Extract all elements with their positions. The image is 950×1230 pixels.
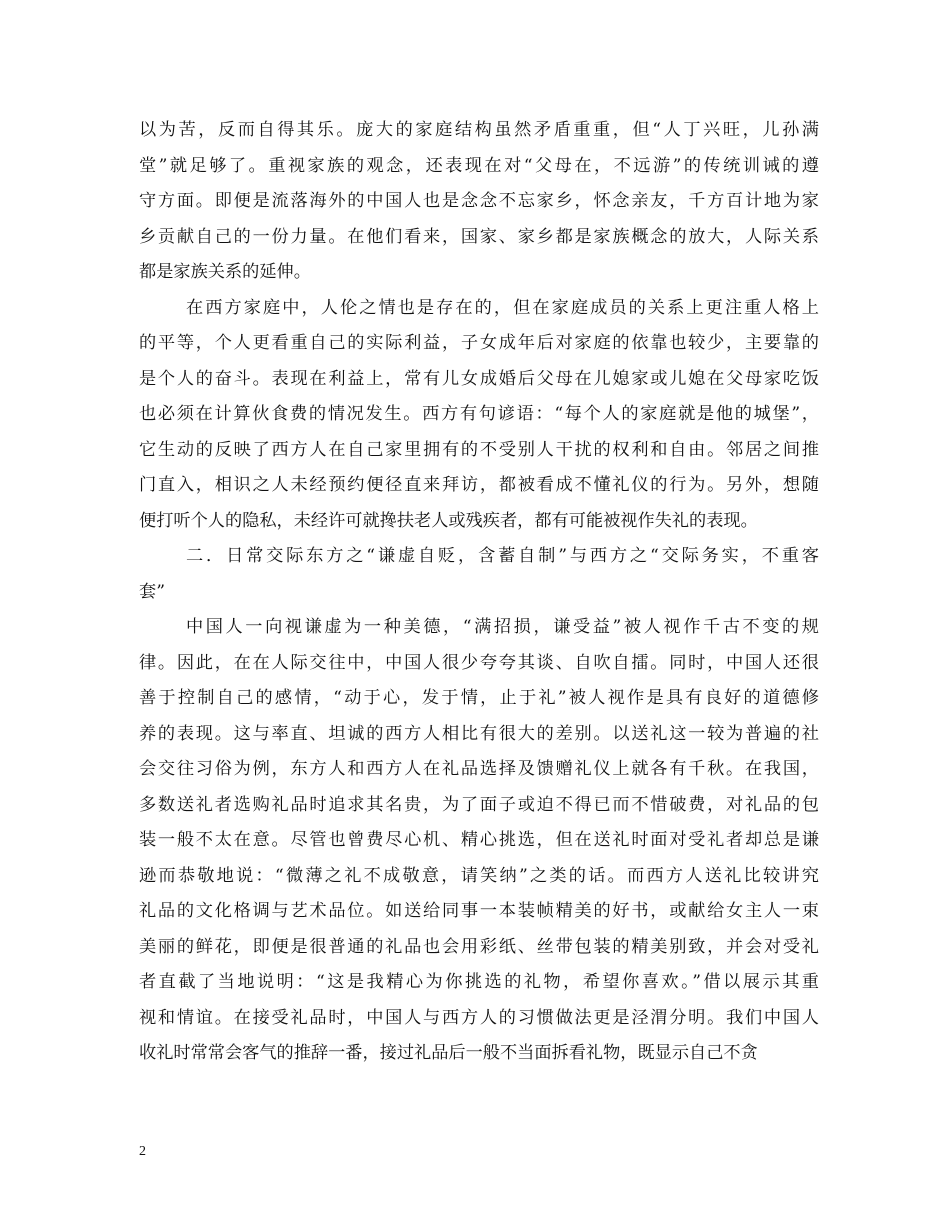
text-line: 便打听个人的隐私，未经许可就搀扶老人或残疾者，都有可能被视作失礼的表现。 — [139, 510, 758, 531]
text-line: 它生动的反映了西方人在自己家里拥有的不受别人干扰的权利和自由。邻居之间推 — [139, 439, 819, 460]
page-body-text — [139, 113, 819, 1072]
text-line: 美丽的鲜花，即便是很普通的礼品也会用彩纸、丝带包装的精美别致，并会对受礼 — [139, 936, 819, 957]
page-number: 2 — [139, 1144, 146, 1159]
text-line: 门直入，相识之人未经预约便径直来拜访，都被看成不懂礼仪的行为。另外，想随 — [139, 475, 819, 495]
paragraph-family-concept — [139, 113, 819, 291]
text-line: 养的表现。这与率直、坦诚的西方人相比有很大的差别。以送礼这一较为普遍的社 — [139, 723, 819, 744]
text-line: 也必须在计算伙食费的情况发生。西方有句谚语：“每个人的家庭就是他的城堡”， — [139, 404, 819, 424]
text-line: 视和情谊。在接受礼品时，中国人与西方人的习惯做法更是泾渭分明。我们中国人 — [139, 1007, 819, 1028]
text-line: 律。因此，在在人际交往中，中国人很少夸夸其谈、自吹自擂。同时，中国人还很 — [139, 652, 819, 673]
text-line: 会交往习俗为例，东方人和西方人在礼品选择及馈赠礼仪上就各有千秋。在我国， — [139, 759, 819, 779]
text-line: 装一般不太在意。尽管也曾费尽心机、精心挑选，但在送礼时面对受礼者却总是谦 — [139, 830, 819, 850]
text-line: 收礼时常常会客气的推辞一番，接过礼品后一般不当面拆看礼物，既显示自己不贪 — [139, 1043, 758, 1063]
text-line: 善于控制自己的感情，“动于心，发于情，止于礼”被人视作是具有良好的道德修 — [139, 688, 819, 708]
text-line: 中国人一向视谦虚为一种美德，“满招损，谦受益”被人视作千古不变的规 — [186, 617, 819, 637]
text-line: 的平等，个人更看重自己的实际利益，子女成年后对家庭的依靠也较少，主要靠的 — [139, 333, 819, 353]
text-line: 多数送礼者选购礼品时追求其名贵，为了面子或迫不得已而不惜破费，对礼品的包 — [139, 794, 819, 815]
text-line: 堂”就足够了。重视家族的观念，还表现在对“父母在，不远游”的传统训诫的遵 — [139, 155, 819, 176]
text-line: 套” — [139, 581, 165, 602]
text-line: 守方面。即便是流落海外的中国人也是念念不忘家乡，怀念亲友，千方百计地为家 — [139, 191, 819, 211]
paragraph-western-family — [139, 291, 819, 540]
text-line: 礼品的文化格调与艺术品位。如送给同事一本装帧精美的好书，或献给女主人一束 — [139, 901, 819, 921]
paragraph-modesty-and-gifts — [139, 610, 819, 1072]
text-line: 都是家族关系的延伸。 — [139, 262, 311, 282]
text-line: 二．日常交际东方之“谦虚自贬，含蓄自制”与西方之“交际务实，不重客 — [186, 546, 819, 566]
section-heading-daily-communication — [139, 539, 819, 610]
text-line: 乡贡献自己的一份力量。在他们看来，国家、家乡都是家族概念的放大，人际关系 — [139, 226, 819, 247]
text-line: 者直截了当地说明：“这是我精心为你挑选的礼物，希望你喜欢。”借以展示其重 — [139, 972, 819, 992]
text-line: 是个人的奋斗。表现在利益上，常有儿女成婚后父母在儿媳家或儿媳在父母家吃饭 — [139, 368, 819, 389]
text-line: 以为苦，反而自得其乐。庞大的家庭结构虽然矛盾重重，但“人丁兴旺，儿孙满 — [139, 120, 819, 140]
text-line: 逊而恭敬地说：“微薄之礼不成敬意，请笑纳”之类的话。而西方人送礼比较讲究 — [139, 865, 819, 886]
text-line: 在西方家庭中，人伦之情也是存在的，但在家庭成员的关系上更注重人格上 — [186, 297, 819, 318]
